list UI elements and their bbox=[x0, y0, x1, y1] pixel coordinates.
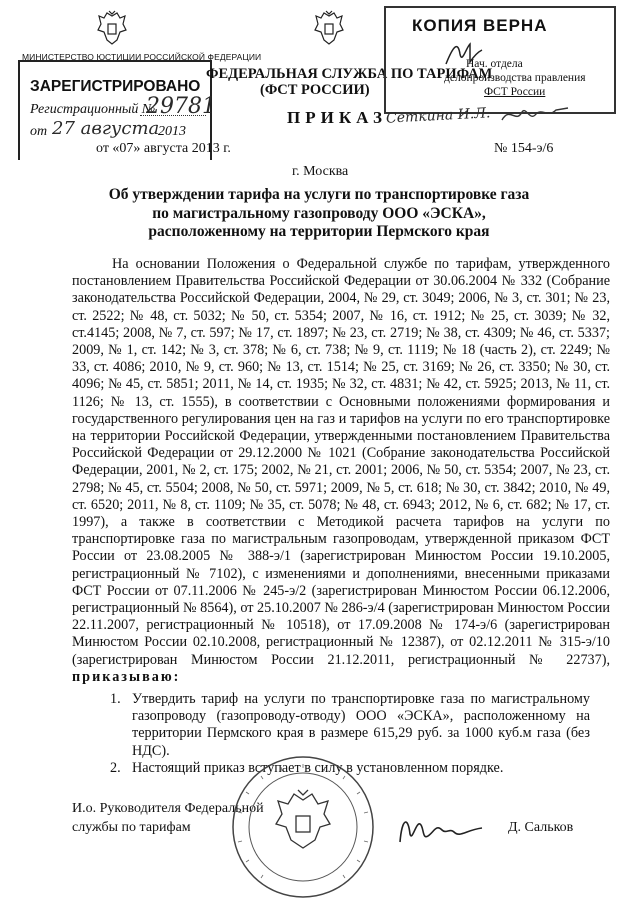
copy-stamp-line3: ФСТ России bbox=[484, 86, 546, 98]
coat-of-arms-icon bbox=[312, 10, 346, 48]
preamble-text: На основании Положения о Федеральной службе по тарифам, утвержденного постановлением Правительства Российской Федерации от 30.06.2004 № 332 (Собрание законодательства Российской Федерации, 2004, № 29, ст. 3049; 2006, № 3, ст. 301; № 23, ст. 2522; № 48, ст. 5032; № 50, ст. 5354; 2007, № 16, ст. 1912; № 25, ст. 3039; № 32, ст.4145; 2008, № 7, ст. 597; № 17, ст. 1897; № 23, ст. 2719; № 38, ст. 4309; № 46, ст. 5337; 2009, № 1, ст. 142; № 3, ст. 378; № 6, ст. 738; № 9, ст. 1119; № 18 (часть 2), ст. 2249; № 33, ст. 4086; 2010, № 9, ст. 960; № 13, ст. 1514; № 25, ст. 3169; № 26, ст. 3350; № 30, ст. 4096; № 45, ст. 5851; 2011, № 14, ст. 1935; № 32, ст. 4831; № 42, ст. 5925; 2013, № 11, ст. 1126; № 13, ст. 1555), в соответствии с Основными положениями формирования и государственного регулирования цен на газ и тарифов на услуги по его транспортировке на территории Российской Федерации, утвержденными постановлением Правительства Российской Федерации от 29.12.2000 № 1021 (Собрание законодательства Российской Федерации, 2001, № 2, ст. 175; 2002, № 21, ст. 2001; 2006, № 50, ст. 5354; 2007, № 23, ст. 2798; № 45, ст. 5504; 2008, № 50, ст. 5971; 2009, № 5, ст. 618; № 30, ст. 3842; 2010, № 49, ст. 6520; 2011, № 8, ст. 1109; № 35, ст. 5078; № 48, ст. 6943; 2012, № 6, ст. 682; № 17, ст. 1997), а также в соответствии с Методикой расчета тарифов на услуги по транспортировке газа по магистральным газопроводам, утвержденной приказом ФСТ России от 23.08.2005 № 388-э/1 (зарегистрирован Минюстом России 19.10.2005, регистрационный № 7102), с изменениями и дополнениями, внесенными приказами ФСТ России от 07.11.2006 № 245-э/2 (зарегистрирован Минюстом России 06.12.2006, регистрационный № 8564), от 25.10.2007 № 286-э/4 (зарегистрирован Минюстом России 22.11.2007, регистрационный № 10518), от 17.09.2008 № 174-э/6 (зарегистрирован Минюстом России 02.10.2008, регистрационный № 12387), от 02.12.2011 № 315-э/10 (зарегистрирован Минюстом России 21.12.2011, регистрационный № 22737), bbox=[72, 256, 610, 668]
city: г. Москва bbox=[292, 164, 349, 179]
signature-scribble-icon bbox=[396, 812, 486, 848]
document-preamble bbox=[72, 256, 610, 686]
reg-date-value: 27 августа bbox=[52, 118, 160, 139]
item-number: 1. bbox=[110, 691, 121, 707]
ministry-label: МИНИСТЕРСТВО ЮСТИЦИИ РОССИЙСКОЙ ФЕДЕРАЦИИ bbox=[22, 52, 262, 62]
document-title: Об утверждении тарифа на услуги по транспортировке газа по магистральному газопроводу ООО «ЭСКА», расположенному на территории Пермского края bbox=[108, 186, 530, 240]
item-number: 2. bbox=[110, 759, 121, 776]
order-heading: ПРИКАЗ bbox=[287, 108, 387, 127]
item-text: Утвердить тариф на услуги по транспортировке газа по магистральному газопроводу (газопроводу-отводу) ООО «ЭСКА», расположенному на территории Пермского края в размере 615,29 руб. за 1000 куб.м газа (без НДС). bbox=[132, 691, 590, 759]
service-abbrev: (ФСТ РОССИИ) bbox=[260, 82, 370, 98]
coat-of-arms-icon bbox=[95, 10, 129, 48]
signatory-position-line2: службы по тарифам bbox=[72, 820, 191, 835]
official-seal bbox=[228, 752, 378, 902]
copy-stamp-title: КОПИЯ ВЕРНА bbox=[412, 16, 548, 35]
reg-date-year: 2013 bbox=[158, 124, 186, 139]
service-name: ФЕДЕРАЛЬНАЯ СЛУЖБА ПО ТАРИФАМ bbox=[206, 66, 493, 82]
signatory-position: И.о. Руководителя Федеральной bbox=[72, 801, 264, 816]
item-text: Настоящий приказ вступает в силу в установленном порядке. bbox=[132, 759, 504, 776]
order-date: от «07» августа 2013 г. bbox=[96, 141, 231, 156]
signature-scribble-icon bbox=[500, 104, 570, 126]
signatory-name: Д. Сальков bbox=[508, 820, 574, 835]
reg-number-label: Регистрационный № bbox=[30, 102, 156, 117]
copy-stamp-line1: Нач. отдела bbox=[466, 58, 523, 70]
reg-number-value: 29781 bbox=[146, 94, 216, 119]
reg-date-prefix: от bbox=[30, 124, 48, 139]
order-word: приказываю: bbox=[72, 668, 181, 685]
order-number: № 154-э/6 bbox=[494, 141, 554, 156]
list-item bbox=[110, 691, 590, 760]
registered-label: ЗАРЕГИСТРИРОВАНО bbox=[30, 78, 201, 95]
divider bbox=[140, 115, 206, 116]
copy-stamp-line2: делопроизводства правления bbox=[444, 72, 586, 84]
copy-stamp-signature-name: Сеткина И.Л. bbox=[385, 105, 491, 127]
